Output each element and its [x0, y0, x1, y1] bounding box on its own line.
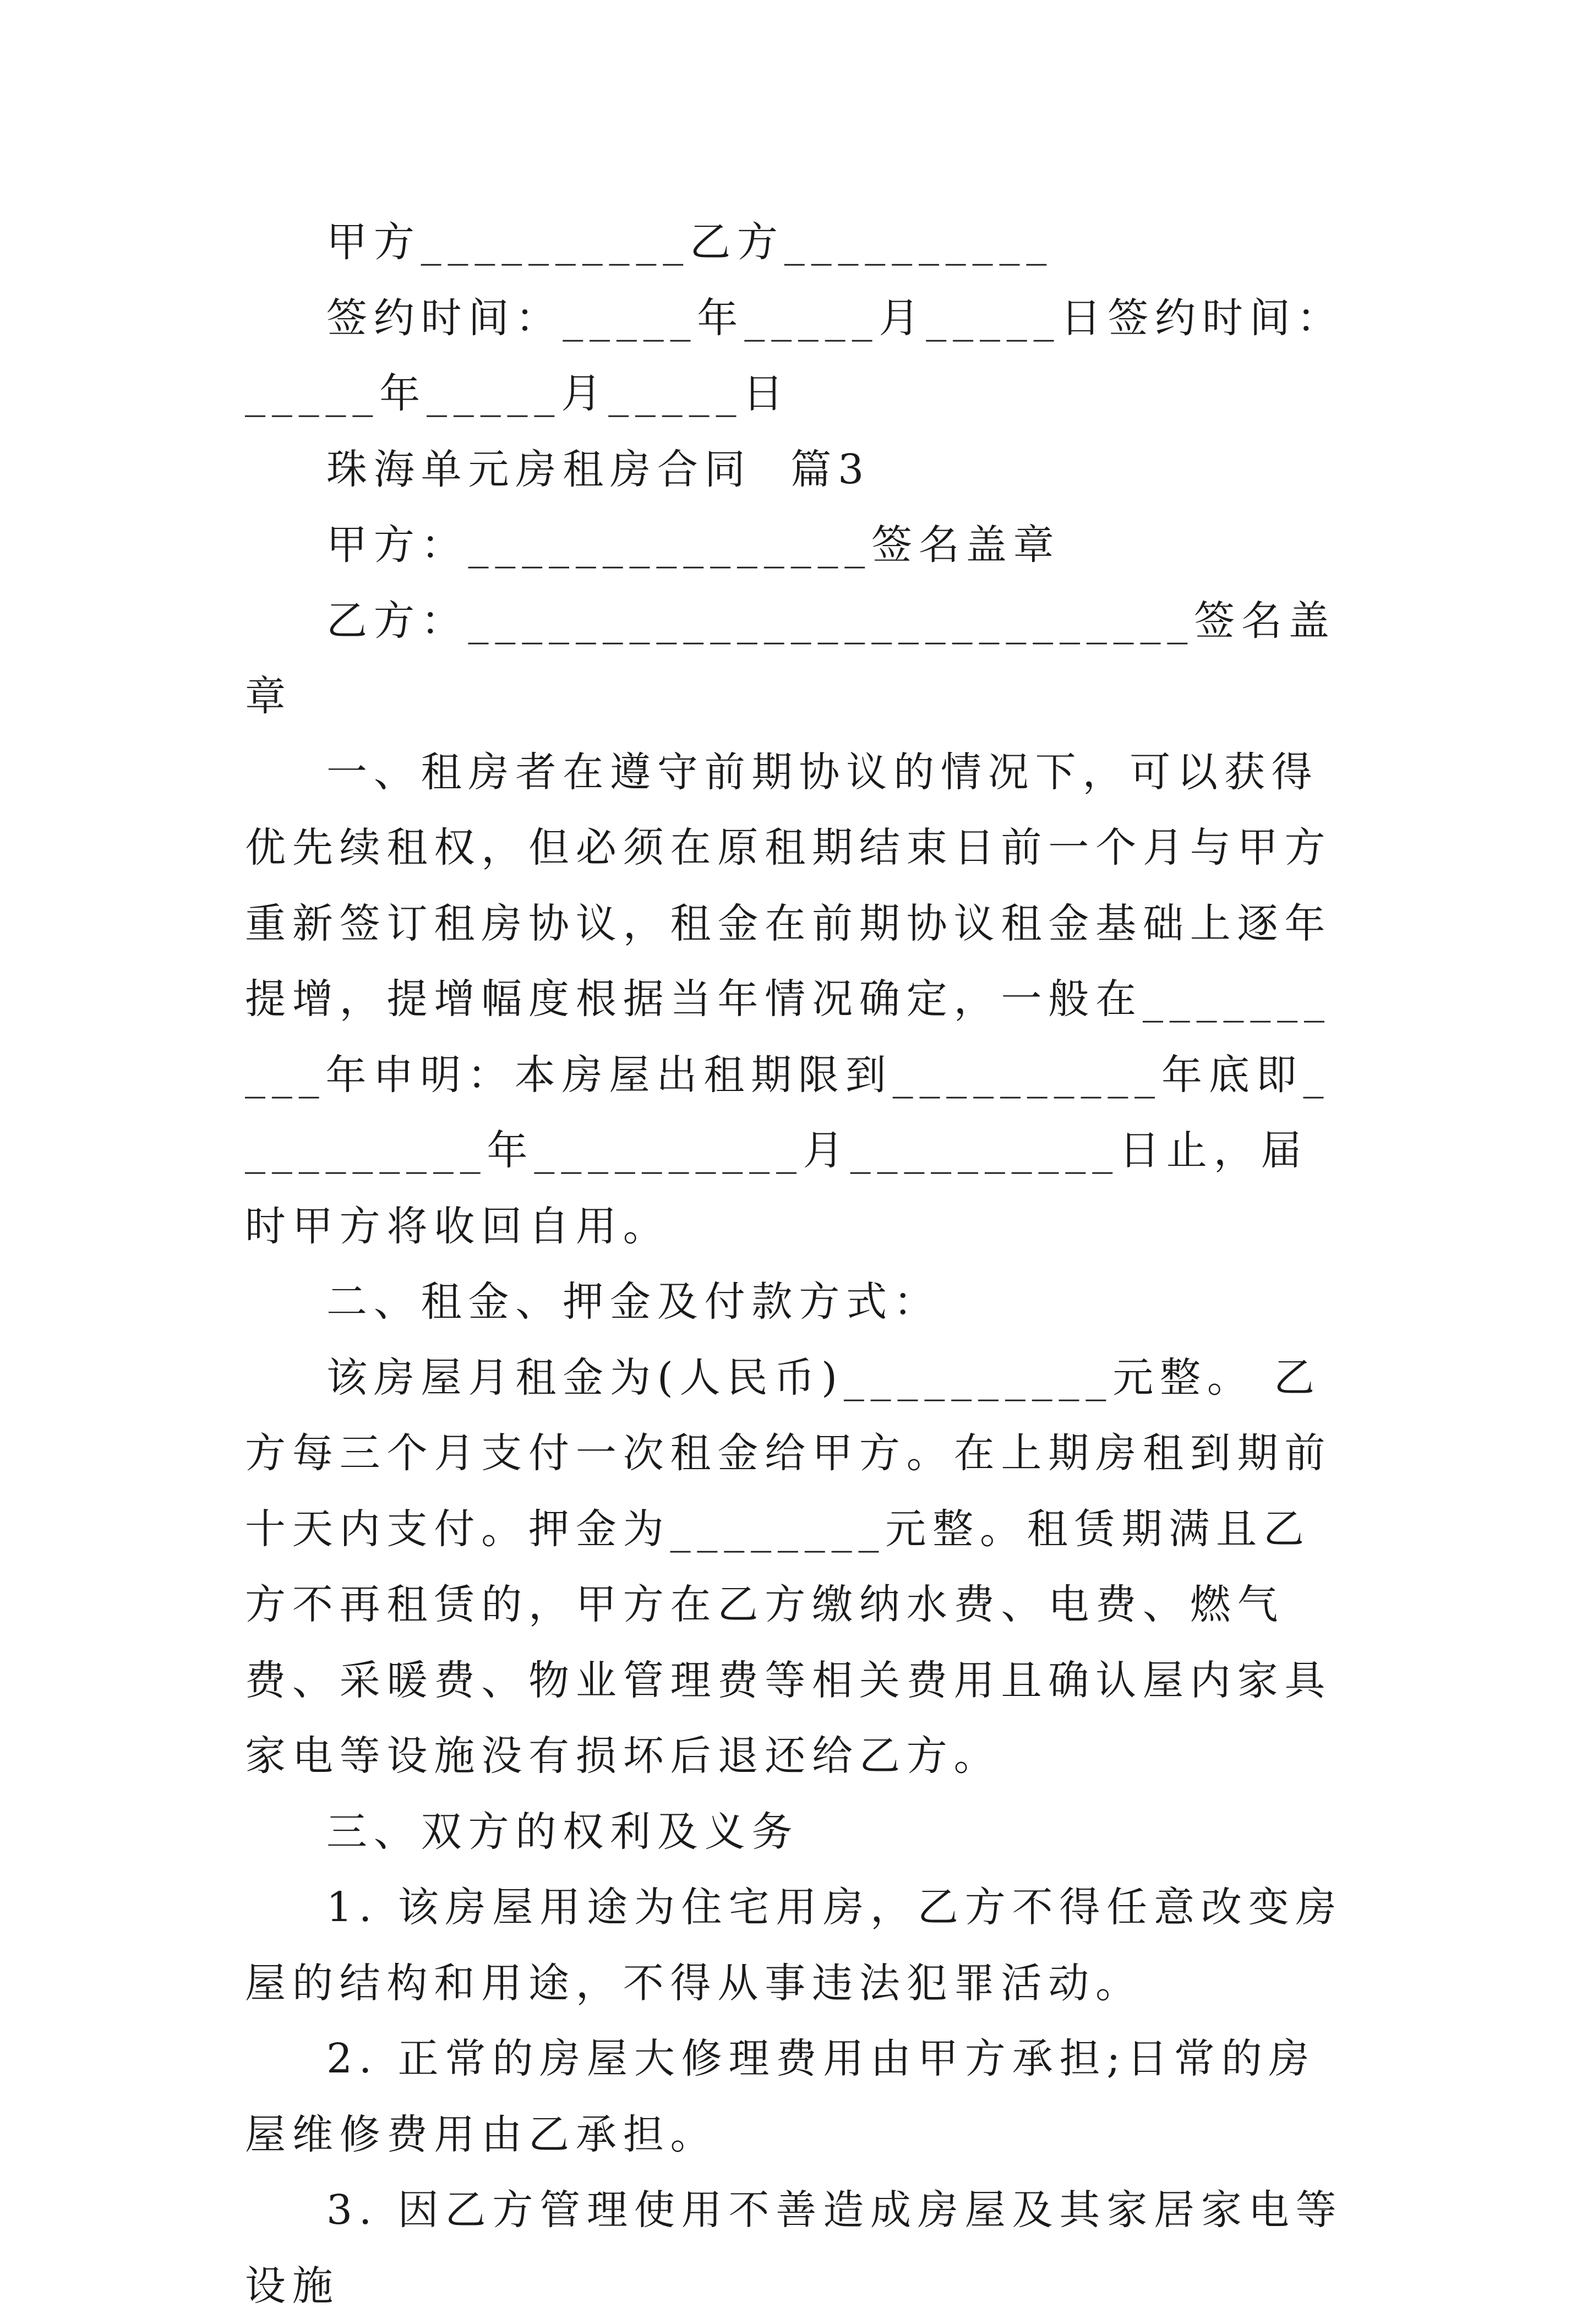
clause-1-renewal: 一、租房者在遵守前期协议的情况下，可以获得优先续租权，但必须在原租期结束日前一个月与甲方重新签订租房协议，租金在前期协议租金基础上逐年提增，提增幅度根据当年情况确定，一般在__________年申明：本房屋出租期限到__________年底即__________年__________月__________日止，届时甲方将收回自用。 [245, 748, 1332, 1250]
clause-3-item-2: 2. 正常的房屋大修理费用由甲方承担;日常的房屋维修费用由乙承担。 [245, 2035, 1316, 2158]
clause-2-rent-deposit: 该房屋月租金为(人民币)__________元整。 乙方每三个月支付一次租金给甲方。在上期房租到期前十天内支付。押金为________元整。租赁期满且乙方不再租赁的，甲方在乙方缴纳水费、电费、燃气费、采暖费、物业管理费等相关费用且确认屋内家具家电等设施没有损坏后退还给乙方。 [245, 1354, 1332, 1780]
party-b-line: 乙方：___________________________签名盖章 [245, 597, 1336, 720]
clause-3-heading: 三、双方的权利及义务 [326, 1808, 799, 1856]
clause-3-item-3: 3. 因乙方管理使用不善造成房屋及其家居家电等设施 [245, 2186, 1343, 2310]
party-a-line: 甲方：_______________签名盖章 [326, 521, 1061, 569]
document-body [245, 205, 1352, 2324]
party-signature-line: 甲方__________乙方__________ [326, 219, 1054, 266]
clause-3-item-1: 1. 该房屋用途为住宅用房，乙方不得任意改变房屋的结构和用途，不得从事违法犯罪活动。 [245, 1884, 1343, 2007]
clause-2-heading: 二、租金、押金及付款方式： [326, 1278, 941, 1325]
section-title: 珠海单元房租房合同 篇3 [326, 445, 871, 493]
signing-date-line: 签约时间：_____年_____月_____日签约时间：_____年_____月_____日 [245, 294, 1344, 417]
